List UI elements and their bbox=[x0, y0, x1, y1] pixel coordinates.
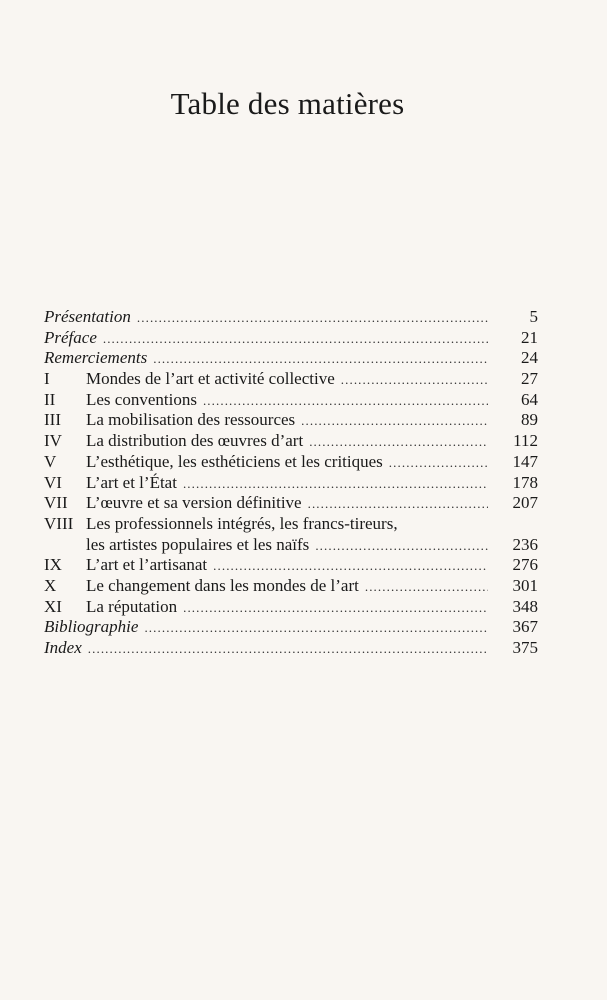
toc-page-number: 236 bbox=[512, 534, 538, 554]
toc-page-number: 207 bbox=[512, 493, 538, 513]
toc-entry bbox=[44, 493, 538, 514]
toc-page-number: 64 bbox=[521, 389, 538, 409]
dot-leader bbox=[365, 577, 488, 598]
chapter-number: I bbox=[44, 369, 50, 389]
toc-page-number: 276 bbox=[512, 555, 538, 575]
toc-entry-label: L’esthétique, les esthéticiens et les critiques bbox=[86, 451, 383, 471]
toc-entry bbox=[44, 348, 538, 369]
dot-leader bbox=[308, 494, 488, 515]
chapter-number: III bbox=[44, 410, 61, 430]
chapter-number: IV bbox=[44, 431, 62, 451]
toc-page-number: 178 bbox=[512, 472, 538, 492]
toc-entry-label: La réputation bbox=[86, 596, 178, 616]
toc-entry bbox=[44, 452, 538, 473]
chapter-number: VI bbox=[44, 472, 62, 492]
chapter-number: II bbox=[44, 389, 56, 409]
dot-leader bbox=[203, 391, 488, 412]
toc-entry-label: L’œuvre et sa version définitive bbox=[86, 493, 302, 513]
toc-entry-label: Bibliographie bbox=[44, 617, 139, 637]
dot-leader bbox=[309, 432, 488, 453]
toc-entry-continuation bbox=[44, 535, 538, 556]
toc-page-number: 301 bbox=[512, 575, 538, 595]
toc-entry bbox=[44, 514, 538, 535]
toc-entry bbox=[44, 410, 538, 431]
chapter-number: XI bbox=[44, 596, 62, 616]
dot-leader bbox=[315, 536, 488, 557]
dot-leader bbox=[137, 308, 488, 329]
dot-leader bbox=[389, 453, 488, 474]
toc-page-number: 375 bbox=[512, 638, 538, 657]
dot-leader bbox=[183, 474, 488, 495]
dot-leader bbox=[301, 411, 488, 432]
chapter-number: V bbox=[44, 451, 57, 471]
toc-entry bbox=[44, 390, 538, 411]
toc-entry-label: Mondes de l’art et activité collective bbox=[86, 369, 335, 389]
toc-entry bbox=[44, 555, 538, 576]
toc-page-number: 24 bbox=[521, 348, 538, 368]
toc-page-number: 89 bbox=[521, 410, 538, 430]
chapter-number: VII bbox=[44, 493, 68, 513]
toc-entry-label: Présentation bbox=[44, 307, 131, 326]
toc-entry-label: La mobilisation des ressources bbox=[86, 410, 296, 430]
toc-page-number: 27 bbox=[521, 369, 538, 389]
chapter-number: IX bbox=[44, 555, 62, 575]
toc-entry-label: Les professionnels intégrés, les francs-tireurs, bbox=[86, 513, 398, 533]
page-title: Table des matières bbox=[170, 86, 405, 121]
toc-page-number: 367 bbox=[512, 617, 538, 637]
toc-entry bbox=[44, 369, 538, 390]
toc-entry bbox=[44, 307, 538, 328]
toc-entry-label: Préface bbox=[44, 327, 97, 347]
toc-entry bbox=[44, 473, 538, 494]
table-of-contents bbox=[44, 307, 538, 659]
toc-page-number: 5 bbox=[529, 307, 538, 326]
dot-leader bbox=[144, 618, 488, 639]
toc-entry bbox=[44, 617, 538, 638]
chapter-number: VIII bbox=[44, 513, 74, 533]
dot-leader bbox=[183, 598, 488, 619]
toc-entry-label: La distribution des œuvres d’art bbox=[86, 431, 304, 451]
toc-entry-label: Les conventions bbox=[86, 389, 197, 409]
toc-page-number: 348 bbox=[512, 596, 538, 616]
dot-leader bbox=[153, 349, 488, 370]
toc-entry bbox=[44, 576, 538, 597]
toc-page-number: 112 bbox=[513, 431, 538, 451]
toc-page-number: 147 bbox=[512, 451, 538, 471]
toc-entry-label: Remerciements bbox=[44, 348, 148, 368]
dot-leader bbox=[88, 639, 488, 660]
toc-page-number: 21 bbox=[521, 327, 538, 347]
toc-entry-label: Le changement dans les mondes de l’art bbox=[86, 575, 359, 595]
toc-entry-label: Index bbox=[44, 638, 82, 657]
dot-leader bbox=[341, 370, 488, 391]
toc-entry bbox=[44, 328, 538, 349]
toc-entry bbox=[44, 597, 538, 618]
toc-entry bbox=[44, 638, 538, 659]
dot-leader bbox=[213, 556, 488, 577]
chapter-number: X bbox=[44, 575, 57, 595]
toc-entry bbox=[44, 431, 538, 452]
dot-leader bbox=[103, 329, 488, 350]
toc-entry-label: L’art et l’artisanat bbox=[86, 555, 208, 575]
toc-entry-label: L’art et l’État bbox=[86, 472, 177, 492]
toc-entry-label-continuation: les artistes populaires et les naïfs bbox=[86, 534, 310, 554]
